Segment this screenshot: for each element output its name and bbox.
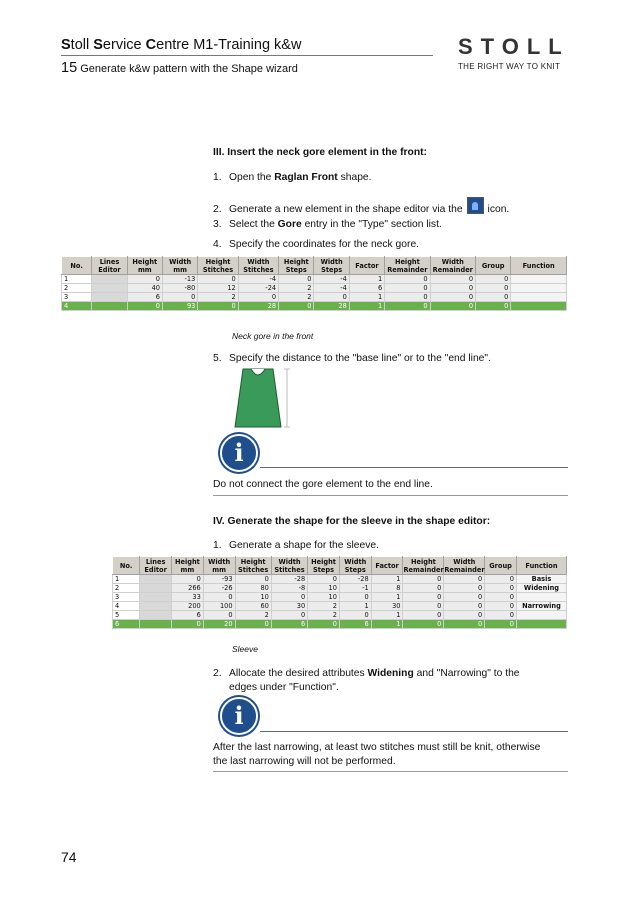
table-cell[interactable] — [511, 284, 567, 293]
column-header[interactable]: Factor — [349, 257, 384, 275]
table-row[interactable] — [62, 284, 567, 293]
table-cell[interactable]: 1 — [371, 593, 403, 602]
table-cell[interactable]: 0 — [385, 275, 430, 284]
note-rule-2 — [213, 771, 568, 772]
column-header[interactable]: Width Steps — [339, 557, 371, 575]
table-cell[interactable]: 0 — [430, 293, 475, 302]
table-cell[interactable]: 10 — [308, 584, 340, 593]
table-cell[interactable]: -24 — [238, 284, 278, 293]
header-rule — [61, 55, 433, 56]
table-cell[interactable]: 0 — [172, 575, 204, 584]
table-cell[interactable]: 2 — [113, 584, 140, 593]
table-cell[interactable]: 0 — [308, 620, 340, 629]
table-cell[interactable]: 0 — [444, 593, 485, 602]
table-cell[interactable]: 33 — [172, 593, 204, 602]
table-cell[interactable]: 8 — [371, 584, 403, 593]
table-cell[interactable]: 2 — [198, 293, 238, 302]
table-cell[interactable]: 6 — [339, 620, 371, 629]
step-3-2: 2. Generate a new element in the shape editor via the icon. — [213, 197, 509, 216]
column-header[interactable]: Width Stitches — [271, 557, 307, 575]
column-header[interactable]: Height Stitches — [198, 257, 238, 275]
table-cell[interactable]: 30 — [271, 602, 307, 611]
table-cell[interactable] — [511, 302, 567, 311]
table-cell[interactable]: 0 — [385, 302, 430, 311]
table-cell[interactable] — [511, 293, 567, 302]
table-cell[interactable]: 0 — [403, 575, 444, 584]
table-cell[interactable]: 0 — [485, 611, 517, 620]
table-cell[interactable]: 0 — [403, 593, 444, 602]
column-header[interactable]: Height Steps — [308, 557, 340, 575]
table-row[interactable] — [113, 611, 567, 620]
table-cell[interactable]: 40 — [127, 284, 162, 293]
table-cell[interactable]: 0 — [476, 293, 511, 302]
table-cell[interactable]: 0 — [430, 302, 475, 311]
info-icon: i — [220, 434, 258, 472]
table-cell[interactable]: -4 — [238, 275, 278, 284]
step-4-2-cont: edges under "Function". — [229, 682, 339, 693]
table-cell[interactable]: 0 — [385, 293, 430, 302]
column-header[interactable]: Lines Editor — [140, 557, 172, 575]
note-gore: Do not connect the gore element to the end line. — [213, 479, 433, 490]
caption-sleeve: Sleeve — [232, 644, 258, 654]
table-cell[interactable]: 0 — [485, 584, 517, 593]
table-cell[interactable] — [140, 584, 172, 593]
table-cell[interactable]: 5 — [113, 611, 140, 620]
column-header[interactable]: Group — [485, 557, 517, 575]
header-subtitle: 15 Generate k&w pattern with the Shape wizard — [61, 60, 298, 76]
table-cell[interactable]: 0 — [279, 302, 314, 311]
column-header[interactable]: Height Steps — [279, 257, 314, 275]
table-cell[interactable]: Widening — [516, 584, 566, 593]
table-cell[interactable]: 0 — [203, 611, 235, 620]
stoll-logo: STOLL THE RIGHT WAY TO KNIT — [458, 34, 570, 71]
column-header[interactable]: Width mm — [162, 257, 197, 275]
column-header[interactable]: Height mm — [127, 257, 162, 275]
table-cell[interactable]: 0 — [198, 275, 238, 284]
table-cell[interactable]: 6 — [113, 620, 140, 629]
table-cell[interactable]: 0 — [203, 593, 235, 602]
table-cell[interactable]: 2 — [308, 611, 340, 620]
step-3-5: 5. Specify the distance to the "base line" or to the "end line". — [213, 353, 491, 364]
step-3-3: 3. Select the Gore entry in the "Type" section list. — [213, 219, 442, 230]
table-cell[interactable] — [92, 284, 127, 293]
table-cell[interactable]: 0 — [385, 284, 430, 293]
table-cell[interactable]: 2 — [235, 611, 271, 620]
table-cell[interactable] — [140, 620, 172, 629]
table-cell[interactable]: 0 — [308, 575, 340, 584]
step-3-1: 1. Open the Raglan Front shape. — [213, 172, 372, 183]
table-cell[interactable]: 20 — [203, 620, 235, 629]
table-cell[interactable]: 6 — [349, 284, 384, 293]
table-cell[interactable]: 1 — [371, 575, 403, 584]
table-cell[interactable]: 0 — [162, 293, 197, 302]
table-cell[interactable]: 1 — [113, 575, 140, 584]
table-cell[interactable]: Basis — [516, 575, 566, 584]
table-cell[interactable]: -93 — [203, 575, 235, 584]
table-row[interactable] — [62, 293, 567, 302]
note-narrowing-2: the last narrowing will not be performed. — [213, 756, 396, 767]
table-cell[interactable] — [516, 620, 566, 629]
table-cell[interactable]: 3 — [113, 593, 140, 602]
table-cell[interactable]: 0 — [485, 575, 517, 584]
table-cell[interactable]: 10 — [308, 593, 340, 602]
table-cell[interactable]: 2 — [308, 602, 340, 611]
table-row[interactable] — [113, 602, 567, 611]
table-cell[interactable]: 30 — [371, 602, 403, 611]
table-cell[interactable]: -28 — [271, 575, 307, 584]
table-cell[interactable]: 0 — [444, 584, 485, 593]
table-cell[interactable]: -13 — [162, 275, 197, 284]
column-header[interactable]: Height Remainder — [403, 557, 444, 574]
section-3-heading: III. Insert the neck gore element in the front: — [213, 147, 427, 158]
table-cell[interactable]: 0 — [485, 602, 517, 611]
table-cell[interactable]: 100 — [203, 602, 235, 611]
table-cell[interactable]: 4 — [113, 602, 140, 611]
table-cell[interactable] — [140, 593, 172, 602]
column-header[interactable]: Width Remainder — [430, 257, 475, 275]
column-header[interactable]: Function — [511, 257, 567, 275]
info-rule-2 — [260, 731, 568, 732]
table-cell[interactable] — [92, 275, 127, 284]
table-cell[interactable]: 0 — [235, 620, 271, 629]
table-cell[interactable]: 0 — [403, 584, 444, 593]
table-cell[interactable]: 0 — [430, 284, 475, 293]
column-header[interactable]: Width Remainder — [444, 557, 485, 574]
table-cell[interactable]: 1 — [349, 302, 384, 311]
info-rule — [260, 467, 568, 468]
table-cell[interactable]: 266 — [172, 584, 204, 593]
caption-neck-gore: Neck gore in the front — [232, 331, 314, 341]
table-cell[interactable]: 3 — [62, 293, 92, 302]
step-4-1: 1. Generate a shape for the sleeve. — [213, 540, 379, 551]
table-cell[interactable]: 1 — [371, 611, 403, 620]
note-narrowing-1: After the last narrowing, at least two stitches must still be knit, otherwise — [213, 742, 541, 753]
table-cell[interactable]: 0 — [476, 284, 511, 293]
table-cell[interactable]: 28 — [314, 302, 349, 311]
table-cell[interactable]: 1 — [349, 293, 384, 302]
table-cell[interactable]: 6 — [172, 611, 204, 620]
column-header[interactable]: Height mm — [172, 557, 204, 575]
table-cell[interactable]: 0 — [444, 602, 485, 611]
table-cell[interactable]: -1 — [339, 584, 371, 593]
column-header[interactable]: Width mm — [203, 557, 235, 575]
table-row[interactable] — [113, 620, 567, 629]
table-cell[interactable]: 6 — [127, 293, 162, 302]
table-cell[interactable]: 200 — [172, 602, 204, 611]
table-cell[interactable]: -28 — [339, 575, 371, 584]
table-cell[interactable] — [511, 275, 567, 284]
table-cell[interactable]: 0 — [485, 620, 517, 629]
table-cell[interactable]: 1 — [339, 602, 371, 611]
table-cell[interactable] — [140, 611, 172, 620]
table-cell[interactable]: -4 — [314, 275, 349, 284]
table-cell[interactable]: 2 — [279, 284, 314, 293]
column-header[interactable]: Group — [476, 257, 511, 275]
table-cell[interactable]: 0 — [339, 611, 371, 620]
table-cell[interactable]: 0 — [314, 293, 349, 302]
table-cell[interactable] — [92, 293, 127, 302]
table-cell[interactable] — [516, 611, 566, 620]
table-cell[interactable]: 1 — [349, 275, 384, 284]
table-cell[interactable]: 28 — [238, 302, 278, 311]
table-cell[interactable]: 1 — [371, 620, 403, 629]
table-cell[interactable]: 0 — [271, 611, 307, 620]
table-cell[interactable]: 0 — [271, 593, 307, 602]
table-cell[interactable]: 93 — [162, 302, 197, 311]
column-header[interactable]: Height Stitches — [235, 557, 271, 575]
shape-editor-icon — [467, 197, 484, 214]
table-cell[interactable]: -8 — [271, 584, 307, 593]
column-header[interactable]: No. — [62, 257, 92, 275]
neck-gore-shape-illustration — [229, 365, 295, 431]
table-cell[interactable]: 1 — [62, 275, 92, 284]
table-cell[interactable]: 6 — [271, 620, 307, 629]
column-header[interactable]: No. — [113, 557, 140, 575]
table-cell[interactable]: 0 — [339, 593, 371, 602]
table-cell[interactable]: 0 — [172, 620, 204, 629]
table-cell[interactable]: 0 — [444, 575, 485, 584]
table-cell[interactable]: 12 — [198, 284, 238, 293]
step-4-2: 2. Allocate the desired attributes Widening and "Narrowing" to the — [213, 668, 520, 679]
table-cell[interactable]: -80 — [162, 284, 197, 293]
table-cell[interactable]: 80 — [235, 584, 271, 593]
table-cell[interactable] — [140, 602, 172, 611]
table-cell[interactable]: 0 — [444, 620, 485, 629]
table-cell[interactable]: 60 — [235, 602, 271, 611]
table-cell[interactable]: 0 — [476, 275, 511, 284]
header-title: Stoll Service Centre M1-Training k&w — [61, 37, 302, 53]
table-cell[interactable]: -26 — [203, 584, 235, 593]
table-cell[interactable]: 0 — [279, 275, 314, 284]
table-cell[interactable]: Narrowing — [516, 602, 566, 611]
table-cell[interactable]: 0 — [403, 611, 444, 620]
table-cell[interactable]: 0 — [485, 593, 517, 602]
column-header[interactable]: Lines Editor — [92, 257, 127, 275]
table-row[interactable] — [62, 275, 567, 284]
table-cell[interactable] — [92, 302, 127, 311]
table-cell[interactable]: 0 — [430, 275, 475, 284]
table-row[interactable] — [113, 584, 567, 593]
table-row[interactable] — [113, 575, 567, 584]
info-icon-2: i — [220, 697, 258, 735]
column-header[interactable]: Width Stitches — [238, 257, 278, 275]
section-4-heading: IV. Generate the shape for the sleeve in the shape editor: — [213, 516, 491, 527]
table-cell[interactable]: 0 — [476, 302, 511, 311]
table-cell[interactable]: 0 — [235, 575, 271, 584]
column-header[interactable]: Width Steps — [314, 257, 349, 275]
table-cell[interactable] — [516, 593, 566, 602]
table-cell[interactable]: 0 — [403, 620, 444, 629]
neck-gore-table — [61, 256, 567, 311]
page-number: 74 — [61, 849, 77, 865]
column-header[interactable]: Factor — [371, 557, 403, 575]
table-cell[interactable]: 4 — [62, 302, 92, 311]
column-header[interactable]: Function — [516, 557, 566, 575]
table-cell[interactable]: 0 — [403, 602, 444, 611]
table-cell[interactable]: 0 — [238, 293, 278, 302]
table-row[interactable] — [62, 302, 567, 311]
step-3-4: 4. Specify the coordinates for the neck gore. — [213, 239, 420, 250]
table-cell[interactable]: 0 — [127, 302, 162, 311]
note-rule — [213, 495, 568, 496]
table-cell[interactable]: 10 — [235, 593, 271, 602]
table-cell[interactable]: 0 — [198, 302, 238, 311]
table-cell[interactable]: 2 — [279, 293, 314, 302]
sleeve-table — [112, 556, 567, 629]
table-cell[interactable]: 0 — [444, 611, 485, 620]
table-cell[interactable] — [140, 575, 172, 584]
table-cell[interactable]: 2 — [62, 284, 92, 293]
column-header[interactable]: Height Remainder — [385, 257, 430, 275]
table-cell[interactable]: -4 — [314, 284, 349, 293]
table-row[interactable] — [113, 593, 567, 602]
table-cell[interactable]: 0 — [127, 275, 162, 284]
